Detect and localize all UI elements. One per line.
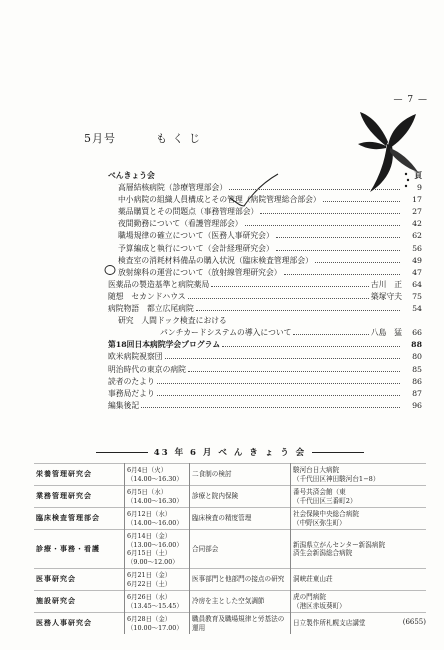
toc-entry: [108, 376, 422, 388]
toc-entry-page: 96: [412, 400, 422, 410]
toc-entry-title: 夜間勤務について（看護管理部会）: [118, 219, 243, 229]
toc-entry: [108, 388, 422, 400]
toc-entry-title: 職場規律の確立について（医務人事研究会）: [118, 231, 274, 241]
schedule-title: 43 年 6 月 べ ん き ょ う 会: [34, 446, 426, 458]
toc-entry-page: 80: [412, 352, 422, 362]
toc-entry: [108, 339, 422, 351]
toc-entry-page: 49: [412, 255, 422, 265]
toc-entry-page: 56: [412, 243, 422, 253]
toc-entry-page: 17: [412, 195, 422, 205]
toc-section-title: べんきょう会: [108, 171, 155, 180]
toc-entry-title: 随想 セカンドハウス: [108, 291, 186, 301]
toc-entry: [108, 279, 422, 291]
toc-entry: [108, 267, 422, 279]
toc-research-line: 研究 人間ドック検査における: [118, 316, 227, 326]
toc-entry-page: 62: [412, 231, 422, 241]
schedule-venue: 駿河台日大病院 （千代田区神田駿河台1−8）: [291, 464, 427, 486]
toc-entry-author: 八島 猛: [370, 328, 402, 338]
toc-entry-page: 75: [412, 291, 422, 301]
schedule-topic: 冷房を主とした空気調節: [190, 591, 291, 613]
toc-entry: [108, 400, 422, 412]
schedule-date: 6月28日（金） （10.00～17.00）: [125, 613, 190, 635]
toc-entry-title: 薬品購買とその問題点（事務管理部会）: [118, 207, 259, 217]
issue-month: 5月号: [84, 132, 116, 145]
toc-entry-page: 27: [412, 207, 422, 217]
schedule-date: 6月4日（火） （14.00～16.30）: [125, 464, 190, 486]
toc-entry-title: 事務局だより: [108, 388, 155, 398]
toc-entry: [108, 230, 422, 242]
toc-entry-page: 86: [412, 376, 422, 386]
schedule-date: 6月12日（水） （14.00～16.00）: [125, 508, 190, 530]
study-meeting-schedule: [34, 446, 426, 634]
toc-entry: [108, 351, 422, 363]
toc-entry-page: 88: [411, 340, 422, 350]
toc-entry-title: 放射線科の運営について（放射線管理研究会）: [118, 267, 282, 277]
toc-entry-page: 54: [412, 304, 422, 314]
toc-entry: [108, 303, 422, 315]
schedule-date: 6月26日（水） （13.45～15.45）: [125, 591, 190, 613]
contents-heading: も く じ: [156, 132, 201, 145]
toc-section-header: [108, 170, 422, 182]
schedule-table: [34, 463, 426, 634]
schedule-row: [34, 613, 426, 635]
toc-entry: [108, 194, 422, 206]
toc-entry-title: 予算編成と執行について（会計経理研究会）: [118, 243, 274, 253]
toc-entry-author: 築塚守夫: [370, 291, 402, 301]
toc-entry: [108, 255, 422, 267]
toc-entry-page: 47: [412, 267, 422, 277]
schedule-row: [34, 569, 426, 591]
table-of-contents: [108, 170, 422, 412]
schedule-venue: 洞峡荘東山荘: [291, 569, 427, 591]
toc-entry-title: 明治時代の東京の病院: [108, 364, 186, 374]
schedule-topic: 二食制の検討: [190, 464, 291, 486]
toc-entry-page: 42: [412, 219, 422, 229]
toc-entry-title: 検査室の消耗材料備品の購入状況（臨床検査管理部会）: [118, 255, 313, 265]
schedule-topic: 診療と院内保険: [190, 486, 291, 508]
toc-entry: [108, 218, 422, 230]
toc-entry-page: 85: [412, 364, 422, 374]
toc-entry-title: パンチカードシステムの導入について: [160, 328, 292, 338]
schedule-date: 6月21日（金） 6月22日（土）: [125, 569, 190, 591]
toc-entry-author: 古川 正: [370, 279, 402, 289]
toc-entry-title: 欧米病院視察団: [108, 352, 163, 362]
toc-entry: [108, 206, 422, 218]
schedule-topic: 臨床検査の精度管理: [190, 508, 291, 530]
toc-entry-page: 9: [417, 183, 422, 193]
toc-entries: [108, 182, 422, 315]
toc-entry-title: 第18回日本病院学会プログラム: [108, 340, 221, 350]
schedule-org: 業務管理研究会: [34, 486, 125, 508]
toc-entry-title: 読者のたより: [108, 376, 155, 386]
schedule-row: [34, 486, 426, 508]
schedule-date: 6月14日（金） （13.00～16.00） 6月15日（土） （9.00～12.00）: [125, 530, 190, 569]
schedule-org: 医事研究会: [34, 569, 125, 591]
page-code: (6655): [402, 618, 426, 626]
schedule-org: 施設研究会: [34, 591, 125, 613]
schedule-row: [34, 464, 426, 486]
schedule-venue: 日立製作所札幌支店講堂: [291, 613, 427, 635]
schedule-org: 医務人事研究会: [34, 613, 125, 635]
toc-page-header: 頁: [414, 171, 422, 180]
toc-entry-title: 医薬品の製造基準と病院薬局: [108, 279, 210, 289]
schedule-venue: 番号共済会館（東 （千代田区三番町2）: [291, 486, 427, 508]
toc-tail-entries: [108, 339, 422, 412]
page-number: — 7 —: [393, 95, 428, 105]
toc-entry-page: 66: [412, 328, 422, 338]
schedule-row: [34, 508, 426, 530]
toc-entry: [108, 182, 422, 194]
schedule-venue: 虎の門病院 （港区赤坂葵町）: [291, 591, 427, 613]
toc-entry: [108, 291, 422, 303]
toc-entry-title: 編集後記: [108, 400, 140, 410]
toc-entry-research: [108, 327, 422, 339]
schedule-row: [34, 591, 426, 613]
toc-entry-title: 中小病院の組織人員構成とその管理（病院管理総合部会）: [118, 195, 321, 205]
schedule-topic: 合同部会: [190, 530, 291, 569]
schedule-venue: 社会保険中央総合病院 （中野区弥生町）: [291, 508, 427, 530]
toc-entry-page: 87: [412, 388, 422, 398]
schedule-org: 栄養管理研究会: [34, 464, 125, 486]
toc-entry-page: 64: [412, 279, 422, 289]
toc-entry: [108, 243, 422, 255]
schedule-date: 6月5日（水） （14.00～16.30）: [125, 486, 190, 508]
schedule-org: 診療・事務・看護: [34, 530, 125, 569]
toc-entry: [108, 364, 422, 376]
schedule-org: 臨床検査管理部会: [34, 508, 125, 530]
schedule-topic: 職員教育及職場規律と労基法の運用: [190, 613, 291, 635]
toc-entry-title: 高層結核病院（診療管理部会）: [118, 183, 228, 193]
schedule-row: [34, 530, 426, 569]
schedule-topic: 医事部門と他部門の接点の研究: [190, 569, 291, 591]
issue-title: [84, 130, 201, 146]
toc-entry-title: 病院物語 都立広尾病院: [108, 304, 194, 314]
schedule-venue: 新潟県立がんセンター新潟病院 済生会新潟総合病院: [291, 530, 427, 569]
